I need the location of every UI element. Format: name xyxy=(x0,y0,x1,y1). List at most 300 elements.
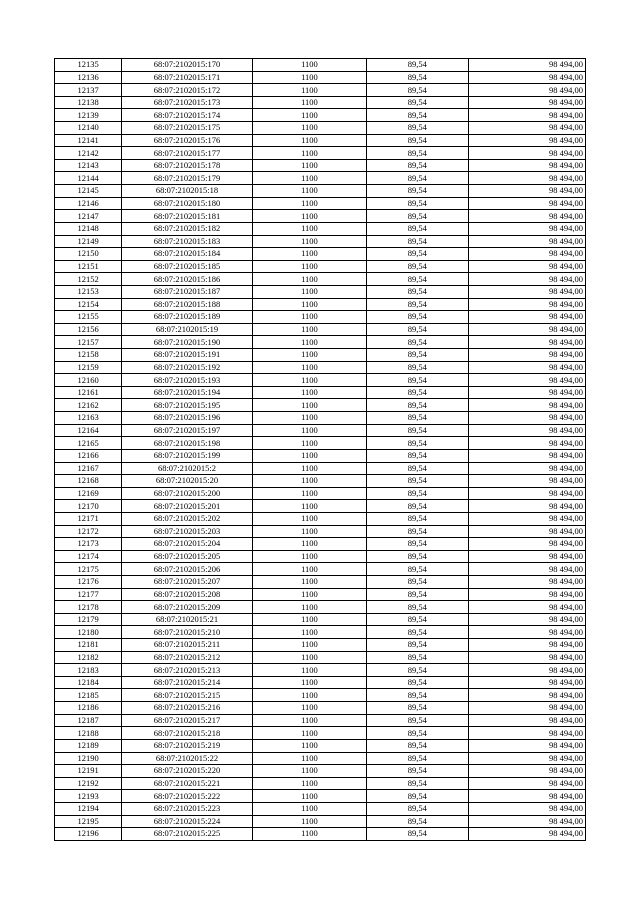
cadastral-number-cell: 68:07:2102015:21 xyxy=(122,613,252,626)
table-row xyxy=(55,487,586,500)
rate-cell: 89,54 xyxy=(367,475,468,488)
rate-cell: 89,54 xyxy=(367,575,468,588)
amount-cell: 98 494,00 xyxy=(468,790,585,803)
area-cell: 1100 xyxy=(252,96,366,109)
row-number-cell: 12152 xyxy=(55,273,122,286)
row-number-cell: 12135 xyxy=(55,59,122,72)
cadastral-number-cell: 68:07:2102015:215 xyxy=(122,689,252,702)
amount-cell: 98 494,00 xyxy=(468,109,585,122)
area-cell: 1100 xyxy=(252,71,366,84)
area-cell: 1100 xyxy=(252,386,366,399)
cadastral-number-cell: 68:07:2102015:207 xyxy=(122,575,252,588)
table-row xyxy=(55,109,586,122)
amount-cell: 98 494,00 xyxy=(468,462,585,475)
rate-cell: 89,54 xyxy=(367,500,468,513)
cadastral-number-cell: 68:07:2102015:184 xyxy=(122,248,252,261)
rate-cell: 89,54 xyxy=(367,714,468,727)
row-number-cell: 12172 xyxy=(55,525,122,538)
cadastral-number-cell: 68:07:2102015:205 xyxy=(122,550,252,563)
amount-cell: 98 494,00 xyxy=(468,601,585,614)
table-row xyxy=(55,311,586,324)
row-number-cell: 12191 xyxy=(55,765,122,778)
row-number-cell: 12196 xyxy=(55,828,122,841)
cadastral-number-cell: 68:07:2102015:177 xyxy=(122,147,252,160)
cadastral-number-cell: 68:07:2102015:199 xyxy=(122,449,252,462)
cadastral-number-cell: 68:07:2102015:20 xyxy=(122,475,252,488)
table-row xyxy=(55,563,586,576)
rate-cell: 89,54 xyxy=(367,815,468,828)
cadastral-number-cell: 68:07:2102015:173 xyxy=(122,96,252,109)
table-row xyxy=(55,651,586,664)
rate-cell: 89,54 xyxy=(367,399,468,412)
area-cell: 1100 xyxy=(252,84,366,97)
area-cell: 1100 xyxy=(252,323,366,336)
cadastral-number-cell: 68:07:2102015:187 xyxy=(122,285,252,298)
rate-cell: 89,54 xyxy=(367,462,468,475)
table-row xyxy=(55,550,586,563)
rate-cell: 89,54 xyxy=(367,248,468,261)
amount-cell: 98 494,00 xyxy=(468,122,585,135)
area-cell: 1100 xyxy=(252,512,366,525)
table-row xyxy=(55,639,586,652)
cadastral-number-cell: 68:07:2102015:223 xyxy=(122,802,252,815)
rate-cell: 89,54 xyxy=(367,134,468,147)
rate-cell: 89,54 xyxy=(367,235,468,248)
area-cell: 1100 xyxy=(252,487,366,500)
amount-cell: 98 494,00 xyxy=(468,563,585,576)
row-number-cell: 12182 xyxy=(55,651,122,664)
cadastral-number-cell: 68:07:2102015:170 xyxy=(122,59,252,72)
row-number-cell: 12178 xyxy=(55,601,122,614)
row-number-cell: 12143 xyxy=(55,159,122,172)
row-number-cell: 12193 xyxy=(55,790,122,803)
rate-cell: 89,54 xyxy=(367,512,468,525)
cadastral-number-cell: 68:07:2102015:171 xyxy=(122,71,252,84)
row-number-cell: 12187 xyxy=(55,714,122,727)
row-number-cell: 12161 xyxy=(55,386,122,399)
cadastral-number-cell: 68:07:2102015:221 xyxy=(122,777,252,790)
amount-cell: 98 494,00 xyxy=(468,424,585,437)
cadastral-number-cell: 68:07:2102015:212 xyxy=(122,651,252,664)
table-row xyxy=(55,323,586,336)
area-cell: 1100 xyxy=(252,109,366,122)
amount-cell: 98 494,00 xyxy=(468,260,585,273)
row-number-cell: 12159 xyxy=(55,361,122,374)
table-row xyxy=(55,613,586,626)
area-cell: 1100 xyxy=(252,248,366,261)
area-cell: 1100 xyxy=(252,714,366,727)
area-cell: 1100 xyxy=(252,449,366,462)
row-number-cell: 12180 xyxy=(55,626,122,639)
table-row xyxy=(55,475,586,488)
rate-cell: 89,54 xyxy=(367,424,468,437)
area-cell: 1100 xyxy=(252,374,366,387)
row-number-cell: 12142 xyxy=(55,147,122,160)
rate-cell: 89,54 xyxy=(367,727,468,740)
rate-cell: 89,54 xyxy=(367,361,468,374)
rate-cell: 89,54 xyxy=(367,601,468,614)
amount-cell: 98 494,00 xyxy=(468,71,585,84)
row-number-cell: 12186 xyxy=(55,702,122,715)
area-cell: 1100 xyxy=(252,550,366,563)
table-row xyxy=(55,828,586,841)
rate-cell: 89,54 xyxy=(367,386,468,399)
area-cell: 1100 xyxy=(252,336,366,349)
area-cell: 1100 xyxy=(252,563,366,576)
area-cell: 1100 xyxy=(252,676,366,689)
area-cell: 1100 xyxy=(252,59,366,72)
area-cell: 1100 xyxy=(252,777,366,790)
row-number-cell: 12136 xyxy=(55,71,122,84)
rate-cell: 89,54 xyxy=(367,449,468,462)
area-cell: 1100 xyxy=(252,538,366,551)
cadastral-number-cell: 68:07:2102015:203 xyxy=(122,525,252,538)
amount-cell: 98 494,00 xyxy=(468,399,585,412)
row-number-cell: 12189 xyxy=(55,739,122,752)
amount-cell: 98 494,00 xyxy=(468,550,585,563)
area-cell: 1100 xyxy=(252,815,366,828)
cadastral-number-cell: 68:07:2102015:218 xyxy=(122,727,252,740)
table-row xyxy=(55,601,586,614)
amount-cell: 98 494,00 xyxy=(468,702,585,715)
row-number-cell: 12171 xyxy=(55,512,122,525)
rate-cell: 89,54 xyxy=(367,651,468,664)
amount-cell: 98 494,00 xyxy=(468,412,585,425)
table-row xyxy=(55,248,586,261)
table-row xyxy=(55,159,586,172)
amount-cell: 98 494,00 xyxy=(468,386,585,399)
cadastral-number-cell: 68:07:2102015:206 xyxy=(122,563,252,576)
table-row xyxy=(55,802,586,815)
table-row xyxy=(55,437,586,450)
amount-cell: 98 494,00 xyxy=(468,298,585,311)
amount-cell: 98 494,00 xyxy=(468,210,585,223)
amount-cell: 98 494,00 xyxy=(468,651,585,664)
amount-cell: 98 494,00 xyxy=(468,815,585,828)
row-number-cell: 12149 xyxy=(55,235,122,248)
area-cell: 1100 xyxy=(252,626,366,639)
amount-cell: 98 494,00 xyxy=(468,437,585,450)
cadastral-number-cell: 68:07:2102015:217 xyxy=(122,714,252,727)
amount-cell: 98 494,00 xyxy=(468,323,585,336)
row-number-cell: 12192 xyxy=(55,777,122,790)
area-cell: 1100 xyxy=(252,285,366,298)
cadastral-number-cell: 68:07:2102015:172 xyxy=(122,84,252,97)
area-cell: 1100 xyxy=(252,399,366,412)
rate-cell: 89,54 xyxy=(367,260,468,273)
row-number-cell: 12194 xyxy=(55,802,122,815)
area-cell: 1100 xyxy=(252,727,366,740)
row-number-cell: 12144 xyxy=(55,172,122,185)
area-cell: 1100 xyxy=(252,412,366,425)
rate-cell: 89,54 xyxy=(367,550,468,563)
rate-cell: 89,54 xyxy=(367,487,468,500)
rate-cell: 89,54 xyxy=(367,777,468,790)
area-cell: 1100 xyxy=(252,298,366,311)
amount-cell: 98 494,00 xyxy=(468,449,585,462)
amount-cell: 98 494,00 xyxy=(468,765,585,778)
cadastral-number-cell: 68:07:2102015:200 xyxy=(122,487,252,500)
cadastral-number-cell: 68:07:2102015:220 xyxy=(122,765,252,778)
row-number-cell: 12164 xyxy=(55,424,122,437)
table-row xyxy=(55,59,586,72)
cadastral-number-cell: 68:07:2102015:208 xyxy=(122,588,252,601)
amount-cell: 98 494,00 xyxy=(468,802,585,815)
area-cell: 1100 xyxy=(252,828,366,841)
cadastral-number-cell: 68:07:2102015:191 xyxy=(122,349,252,362)
cadastral-number-cell: 68:07:2102015:193 xyxy=(122,374,252,387)
amount-cell: 98 494,00 xyxy=(468,613,585,626)
table-row xyxy=(55,752,586,765)
amount-cell: 98 494,00 xyxy=(468,727,585,740)
rate-cell: 89,54 xyxy=(367,563,468,576)
area-cell: 1100 xyxy=(252,462,366,475)
cadastral-number-cell: 68:07:2102015:22 xyxy=(122,752,252,765)
row-number-cell: 12140 xyxy=(55,122,122,135)
row-number-cell: 12138 xyxy=(55,96,122,109)
row-number-cell: 12185 xyxy=(55,689,122,702)
row-number-cell: 12153 xyxy=(55,285,122,298)
row-number-cell: 12162 xyxy=(55,399,122,412)
table-row xyxy=(55,336,586,349)
cadastral-number-cell: 68:07:2102015:210 xyxy=(122,626,252,639)
rate-cell: 89,54 xyxy=(367,210,468,223)
area-cell: 1100 xyxy=(252,424,366,437)
table-row xyxy=(55,739,586,752)
cadastral-number-cell: 68:07:2102015:197 xyxy=(122,424,252,437)
row-number-cell: 12177 xyxy=(55,588,122,601)
rate-cell: 89,54 xyxy=(367,525,468,538)
table-row xyxy=(55,815,586,828)
rate-cell: 89,54 xyxy=(367,790,468,803)
area-cell: 1100 xyxy=(252,349,366,362)
row-number-cell: 12160 xyxy=(55,374,122,387)
table-row xyxy=(55,298,586,311)
cadastral-number-cell: 68:07:2102015:225 xyxy=(122,828,252,841)
area-cell: 1100 xyxy=(252,210,366,223)
area-cell: 1100 xyxy=(252,575,366,588)
table-row xyxy=(55,84,586,97)
area-cell: 1100 xyxy=(252,159,366,172)
amount-cell: 98 494,00 xyxy=(468,235,585,248)
cadastral-number-cell: 68:07:2102015:186 xyxy=(122,273,252,286)
row-number-cell: 12147 xyxy=(55,210,122,223)
row-number-cell: 12169 xyxy=(55,487,122,500)
row-number-cell: 12195 xyxy=(55,815,122,828)
amount-cell: 98 494,00 xyxy=(468,575,585,588)
amount-cell: 98 494,00 xyxy=(468,689,585,702)
rate-cell: 89,54 xyxy=(367,172,468,185)
amount-cell: 98 494,00 xyxy=(468,475,585,488)
table-row xyxy=(55,235,586,248)
cadastral-number-cell: 68:07:2102015:178 xyxy=(122,159,252,172)
cadastral-number-cell: 68:07:2102015:189 xyxy=(122,311,252,324)
table-row xyxy=(55,538,586,551)
cadastral-number-cell: 68:07:2102015:224 xyxy=(122,815,252,828)
area-cell: 1100 xyxy=(252,147,366,160)
amount-cell: 98 494,00 xyxy=(468,185,585,198)
rate-cell: 89,54 xyxy=(367,323,468,336)
cadastral-number-cell: 68:07:2102015:179 xyxy=(122,172,252,185)
area-cell: 1100 xyxy=(252,475,366,488)
area-cell: 1100 xyxy=(252,525,366,538)
rate-cell: 89,54 xyxy=(367,336,468,349)
rate-cell: 89,54 xyxy=(367,437,468,450)
area-cell: 1100 xyxy=(252,702,366,715)
table-row xyxy=(55,727,586,740)
row-number-cell: 12139 xyxy=(55,109,122,122)
area-cell: 1100 xyxy=(252,651,366,664)
area-cell: 1100 xyxy=(252,601,366,614)
rate-cell: 89,54 xyxy=(367,185,468,198)
rate-cell: 89,54 xyxy=(367,59,468,72)
amount-cell: 98 494,00 xyxy=(468,777,585,790)
table-row xyxy=(55,702,586,715)
row-number-cell: 12156 xyxy=(55,323,122,336)
row-number-cell: 12150 xyxy=(55,248,122,261)
row-number-cell: 12181 xyxy=(55,639,122,652)
area-cell: 1100 xyxy=(252,222,366,235)
cadastral-number-cell: 68:07:2102015:18 xyxy=(122,185,252,198)
row-number-cell: 12175 xyxy=(55,563,122,576)
cadastral-number-cell: 68:07:2102015:194 xyxy=(122,386,252,399)
amount-cell: 98 494,00 xyxy=(468,134,585,147)
table-row xyxy=(55,676,586,689)
row-number-cell: 12190 xyxy=(55,752,122,765)
row-number-cell: 12154 xyxy=(55,298,122,311)
table-row xyxy=(55,399,586,412)
row-number-cell: 12155 xyxy=(55,311,122,324)
area-cell: 1100 xyxy=(252,437,366,450)
row-number-cell: 12166 xyxy=(55,449,122,462)
area-cell: 1100 xyxy=(252,588,366,601)
cadastral-number-cell: 68:07:2102015:180 xyxy=(122,197,252,210)
amount-cell: 98 494,00 xyxy=(468,374,585,387)
table-row xyxy=(55,664,586,677)
table-row xyxy=(55,386,586,399)
cadastral-number-cell: 68:07:2102015:219 xyxy=(122,739,252,752)
cadastral-number-cell: 68:07:2102015:181 xyxy=(122,210,252,223)
area-cell: 1100 xyxy=(252,739,366,752)
row-number-cell: 12137 xyxy=(55,84,122,97)
table-row xyxy=(55,412,586,425)
rate-cell: 89,54 xyxy=(367,702,468,715)
amount-cell: 98 494,00 xyxy=(468,248,585,261)
amount-cell: 98 494,00 xyxy=(468,197,585,210)
table-row xyxy=(55,462,586,475)
amount-cell: 98 494,00 xyxy=(468,147,585,160)
area-cell: 1100 xyxy=(252,172,366,185)
table-row xyxy=(55,210,586,223)
cadastral-number-cell: 68:07:2102015:211 xyxy=(122,639,252,652)
amount-cell: 98 494,00 xyxy=(468,714,585,727)
table-row xyxy=(55,765,586,778)
area-cell: 1100 xyxy=(252,639,366,652)
rate-cell: 89,54 xyxy=(367,739,468,752)
cadastral-number-cell: 68:07:2102015:213 xyxy=(122,664,252,677)
area-cell: 1100 xyxy=(252,273,366,286)
area-cell: 1100 xyxy=(252,235,366,248)
area-cell: 1100 xyxy=(252,311,366,324)
row-number-cell: 12188 xyxy=(55,727,122,740)
amount-cell: 98 494,00 xyxy=(468,487,585,500)
row-number-cell: 12165 xyxy=(55,437,122,450)
rate-cell: 89,54 xyxy=(367,664,468,677)
area-cell: 1100 xyxy=(252,197,366,210)
row-number-cell: 12151 xyxy=(55,260,122,273)
area-cell: 1100 xyxy=(252,185,366,198)
amount-cell: 98 494,00 xyxy=(468,752,585,765)
amount-cell: 98 494,00 xyxy=(468,538,585,551)
rate-cell: 89,54 xyxy=(367,639,468,652)
amount-cell: 98 494,00 xyxy=(468,336,585,349)
amount-cell: 98 494,00 xyxy=(468,349,585,362)
table-row xyxy=(55,626,586,639)
rate-cell: 89,54 xyxy=(367,676,468,689)
row-number-cell: 12148 xyxy=(55,222,122,235)
rate-cell: 89,54 xyxy=(367,349,468,362)
rate-cell: 89,54 xyxy=(367,71,468,84)
table-row xyxy=(55,122,586,135)
amount-cell: 98 494,00 xyxy=(468,159,585,172)
row-number-cell: 12183 xyxy=(55,664,122,677)
table-row xyxy=(55,777,586,790)
table-row xyxy=(55,197,586,210)
table-row xyxy=(55,500,586,513)
row-number-cell: 12146 xyxy=(55,197,122,210)
area-cell: 1100 xyxy=(252,664,366,677)
cadastral-number-cell: 68:07:2102015:2 xyxy=(122,462,252,475)
area-cell: 1100 xyxy=(252,689,366,702)
rate-cell: 89,54 xyxy=(367,588,468,601)
table-row xyxy=(55,260,586,273)
rate-cell: 89,54 xyxy=(367,311,468,324)
cadastral-table xyxy=(54,58,586,841)
area-cell: 1100 xyxy=(252,765,366,778)
table-row xyxy=(55,588,586,601)
row-number-cell: 12184 xyxy=(55,676,122,689)
amount-cell: 98 494,00 xyxy=(468,96,585,109)
cadastral-number-cell: 68:07:2102015:176 xyxy=(122,134,252,147)
row-number-cell: 12163 xyxy=(55,412,122,425)
rate-cell: 89,54 xyxy=(367,285,468,298)
table-row xyxy=(55,575,586,588)
cadastral-number-cell: 68:07:2102015:198 xyxy=(122,437,252,450)
amount-cell: 98 494,00 xyxy=(468,273,585,286)
area-cell: 1100 xyxy=(252,500,366,513)
amount-cell: 98 494,00 xyxy=(468,311,585,324)
table-row xyxy=(55,134,586,147)
cadastral-number-cell: 68:07:2102015:216 xyxy=(122,702,252,715)
area-cell: 1100 xyxy=(252,361,366,374)
amount-cell: 98 494,00 xyxy=(468,285,585,298)
amount-cell: 98 494,00 xyxy=(468,172,585,185)
rate-cell: 89,54 xyxy=(367,222,468,235)
table-row xyxy=(55,285,586,298)
cadastral-number-cell: 68:07:2102015:222 xyxy=(122,790,252,803)
row-number-cell: 12145 xyxy=(55,185,122,198)
amount-cell: 98 494,00 xyxy=(468,588,585,601)
rate-cell: 89,54 xyxy=(367,802,468,815)
table-row xyxy=(55,222,586,235)
amount-cell: 98 494,00 xyxy=(468,739,585,752)
area-cell: 1100 xyxy=(252,752,366,765)
amount-cell: 98 494,00 xyxy=(468,626,585,639)
row-number-cell: 12141 xyxy=(55,134,122,147)
amount-cell: 98 494,00 xyxy=(468,525,585,538)
cadastral-number-cell: 68:07:2102015:214 xyxy=(122,676,252,689)
rate-cell: 89,54 xyxy=(367,374,468,387)
